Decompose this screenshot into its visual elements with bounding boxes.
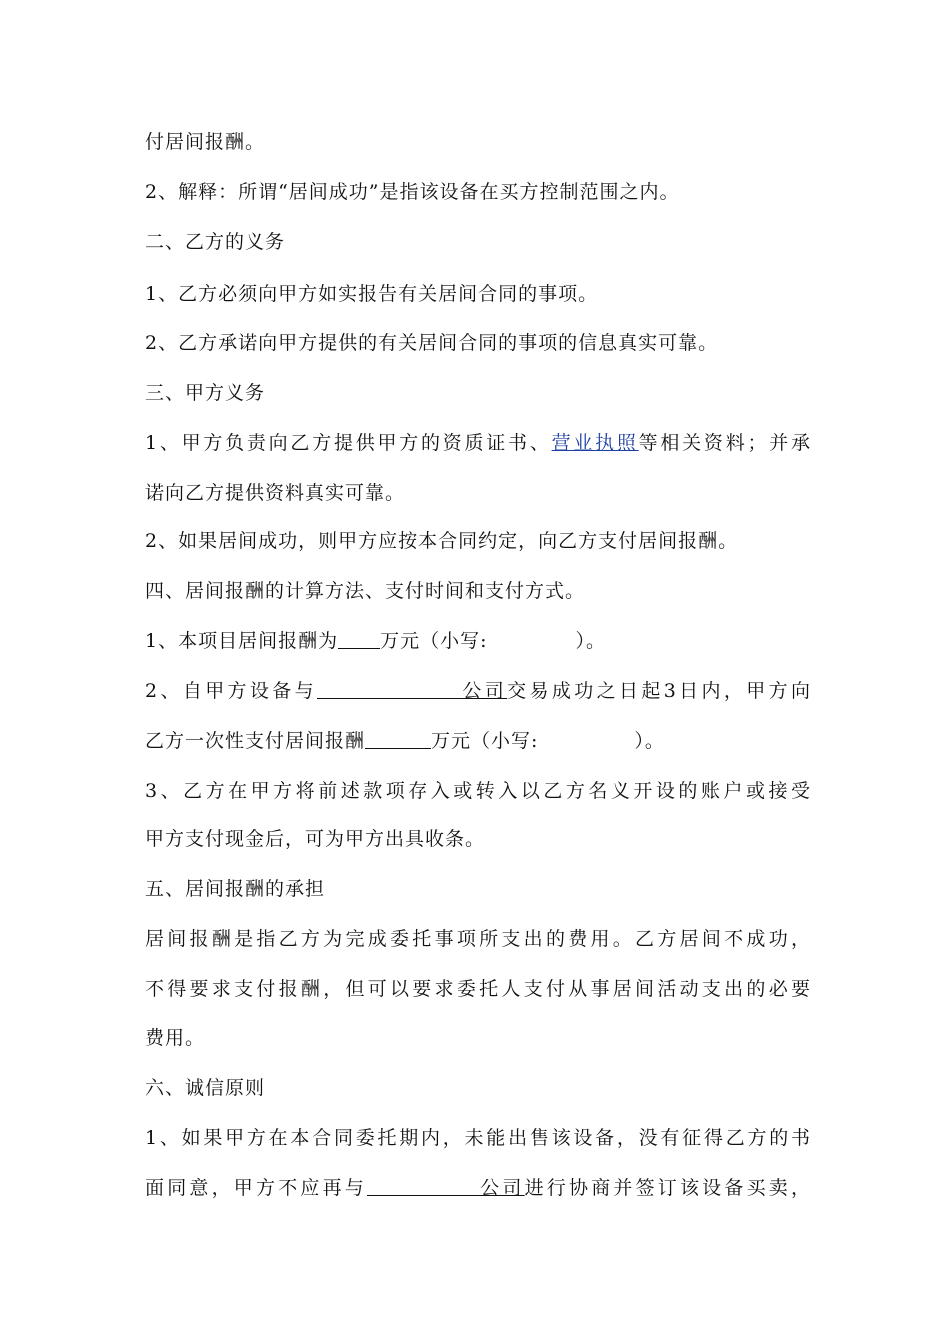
text-segment: ）。 bbox=[634, 730, 665, 752]
text-segment: ）。 bbox=[575, 630, 607, 652]
text-segment: 万元（小写: bbox=[431, 730, 539, 752]
text-line bbox=[145, 729, 810, 753]
text-segment: 交易成功之日起3日内，甲方向 bbox=[507, 680, 810, 702]
text-line: 不得要求支付报酬，但可以要求委托人支付从事居间活动支出的必要 bbox=[145, 978, 810, 1000]
text-segment: 进行协商并签订该设备买卖， bbox=[524, 1177, 810, 1199]
text-line: 2、解释：所谓“居间成功”是指该设备在买方控制范围之内。 bbox=[145, 181, 680, 203]
text-line: 2、如果居间成功，则甲方应按本合同约定，向乙方支付居间报酬。 bbox=[145, 530, 739, 552]
text-segment: 万元（小写: bbox=[380, 630, 488, 652]
text-line bbox=[145, 431, 810, 455]
text-line: 1、乙方必须向甲方如实报告有关居间合同的事项。 bbox=[145, 283, 599, 305]
amount-blank[interactable] bbox=[338, 630, 380, 649]
text-segment: 1、甲方负责向乙方提供甲方的资质证书、 bbox=[145, 432, 552, 454]
text-segment: 公司 bbox=[459, 680, 508, 702]
text-line: 3、乙方在甲方将前述款项存入或转入以乙方名义开设的账户或接受 bbox=[145, 780, 810, 802]
text-line: 2、乙方承诺向甲方提供的有关居间合同的事项的信息真实可靠。 bbox=[145, 332, 719, 354]
text-segment: 公司 bbox=[476, 1177, 525, 1199]
text-segment: 等相关资料；并承 bbox=[638, 432, 810, 454]
section-heading: 五、居间报酬的承担 bbox=[145, 878, 326, 900]
amount-blank[interactable] bbox=[365, 730, 431, 749]
text-segment: 2、自甲方设备与 bbox=[145, 680, 318, 702]
company-name-blank[interactable] bbox=[317, 680, 459, 699]
text-line: 付居间报酬。 bbox=[145, 131, 266, 153]
company-name-blank[interactable] bbox=[367, 1177, 477, 1196]
section-heading: 六、诚信原则 bbox=[145, 1077, 266, 1099]
text-segment: 面同意，甲方不应再与 bbox=[145, 1177, 367, 1199]
section-heading: 三、甲方义务 bbox=[145, 382, 266, 404]
text-line: 甲方支付现金后，可为甲方出具收条。 bbox=[145, 828, 486, 850]
section-heading: 四、居间报酬的计算方法、支付时间和支付方式。 bbox=[145, 580, 586, 602]
business-license-link[interactable]: 营业执照 bbox=[551, 432, 639, 454]
text-line bbox=[145, 1176, 810, 1200]
text-line: 居间报酬是指乙方为完成委托事项所支出的费用。乙方居间不成功， bbox=[145, 928, 810, 950]
text-segment: 1、本项目居间报酬为 bbox=[145, 630, 339, 652]
text-line: 1、如果甲方在本合同委托期内，未能出售该设备，没有征得乙方的书 bbox=[145, 1127, 810, 1149]
section-heading: 二、乙方的义务 bbox=[145, 231, 286, 253]
text-line bbox=[145, 679, 810, 703]
text-line: 费用。 bbox=[145, 1027, 206, 1049]
text-segment: 乙方一次性支付居间报酬 bbox=[145, 730, 366, 752]
text-line bbox=[145, 629, 810, 653]
text-line: 诺向乙方提供资料真实可靠。 bbox=[145, 482, 406, 504]
